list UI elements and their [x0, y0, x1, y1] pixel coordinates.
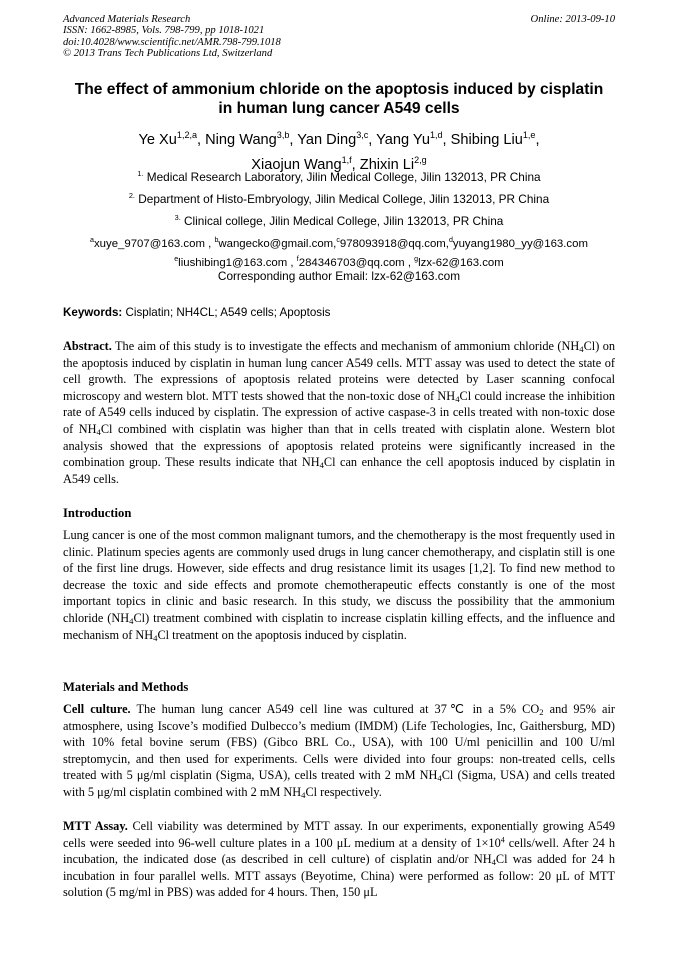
subscript: 4 [129, 616, 134, 627]
email-c: 978093918@qq.com, [339, 237, 449, 250]
email-e: liushibing1@163.com , [178, 257, 294, 270]
author-affiliation-sup: 2,g [414, 154, 427, 165]
author-name: Yang Yu [376, 131, 430, 148]
email-sup: b [214, 237, 219, 244]
subscript: 4 [153, 632, 158, 643]
abstract-text: Cl combined with cisplatin was higher than that in cells treated with cisplatin alone. Western blot analysis showed that the expressions of apoptosis related proteins were significantly increased in the combination group. These results indicate that NH [63, 421, 615, 470]
email-a: xuye_9707@163.com , [93, 237, 212, 250]
affiliation-number: 3. [174, 213, 181, 222]
email-sup: a [90, 237, 94, 244]
author-affiliation-sup: 3,c [356, 130, 369, 140]
email-b: wangecko@gmail.com, [218, 237, 337, 250]
email-d: yuyang1980_yy@163.com [452, 237, 588, 250]
email-f: 284346703@qq.com , [298, 257, 411, 270]
subscript: 4 [455, 393, 460, 404]
issn-line: ISSN: 1662-8985, Vols. 798-799, pp 1018-1021 [63, 25, 265, 37]
author-affiliation-sup: 1,e [522, 130, 536, 140]
email-sup: c [336, 237, 340, 244]
author-name: Xiaojun Wang [251, 156, 342, 173]
subscript: 4 [491, 857, 496, 868]
paper-title [40, 80, 638, 118]
email-sup: d [448, 237, 453, 244]
author-name: Zhixin Li [359, 156, 415, 173]
cell-culture-label: Cell culture. [63, 702, 131, 716]
mtt-assay-label: MTT Assay. [63, 819, 128, 833]
abstract-paragraph [63, 338, 615, 487]
subscript: 2 [539, 707, 544, 718]
methods-text: Cl was added for 24 h incubation in four parallel wells. MTT assays (Beyotime, China) were performed as follow: 20 μL of MTT solution (5 mg/ml in PBS) was added for 4 hours. Then, 150 μL [63, 852, 615, 900]
methods-text: The human lung cancer A549 cell line was cultured at 37℃ in a 5% CO [136, 702, 540, 716]
affiliation-text: Department of Histo-Embryology, Jilin Medical College, Jilin 132013, PR China [138, 191, 550, 206]
methods-text: and 95% air atmosphere, using Iscove’s modified Dulbecco’s medium (IMDM) (Life Techologies, Inc, Gaithersburg, MD) with 10% fetal bovine serum (FBS) (Gibco BRL Co., USA), with 100 U/ml penicillin and 100 U/ml streptomycin, and then used for experiments. Cells were divided into four groups: non-treated cells, cells treated with 5 μg/ml cisplatin (Sigma, USA), cells treated with 2 mM NH [63, 702, 615, 783]
introduction-paragraph [63, 527, 615, 643]
author-affiliation-sup: 1,f [341, 154, 352, 165]
author-affiliation-sup: 1,2,a [176, 130, 198, 140]
abstract-text: The aim of this study is to investigate the effects and mechanism of ammonium chloride (NH [115, 339, 580, 353]
affiliation-1 [40, 167, 638, 184]
affiliation-2 [40, 189, 638, 206]
methods-text: Cell viability was determined by MTT assay. In our experiments, exponentially growing A549 cells were seeded into 96-well culture plates in a 100 μL medium at a density of 1×10 [63, 819, 616, 850]
author-line-1: Ye Xu$^{1,2,a}$, Ning Wang$^{3,b}$, Yan Ding$^{3,c}$, Yang Yu$^{1,d}$, Shibing Liu$^{1,e}$, [138, 130, 540, 148]
corresponding-author: Corresponding author Email: lzx-62@163.com [217, 269, 461, 283]
introduction-text: Cl) treatment combined with cisplatin to increase cisplatin killing effects, and the influence and mechanism of NH [63, 610, 615, 642]
author-emails [40, 233, 638, 272]
journal-name: Advanced Materials Research [63, 14, 191, 25]
author-name: Ye Xu [138, 131, 177, 148]
abstract-text: Cl can enhance the cell apoptosis induced by cisplatin in A549 cells. [63, 455, 615, 486]
subscript: 4 [301, 790, 306, 801]
abstract-text: Cl could increase the inhibition rate of A549 cells induced by cisplatin. The expression of active caspase-3 in cells treated with non-toxic dose of NH [63, 388, 615, 436]
introduction-text: Cl treatment on the apoptosis induced by cisplatin. [157, 627, 407, 642]
online-date: Online: 2013-09-10 [530, 14, 615, 25]
subscript: 4 [319, 460, 324, 471]
journal-header [63, 14, 615, 60]
abstract-label: Abstract. [63, 339, 112, 353]
title-line-2: in human lung cancer A549 cells [218, 100, 460, 117]
author-affiliation-sup: 1,d [429, 130, 443, 140]
author-name: Yan Ding [297, 131, 357, 148]
affiliation-number: 1. [137, 169, 144, 178]
abstract-text: Cl) on the apoptosis induced by cisplatin in human lung cancer A549 cells. MTT assay was used to detect the state of cell growth. The expressions of apoptosis related proteins were detected by Laser scanning confocal microscopy and western blot. MTT tests showed that the non-toxic dose of NH [63, 339, 616, 403]
cell-culture-paragraph [63, 701, 615, 801]
keywords-text: Cisplatin; NH4CL; A549 cells; Apoptosis [125, 306, 331, 319]
author-name: Ning Wang [205, 131, 277, 148]
affiliation-number: 2. [128, 191, 135, 200]
email-sup: g [414, 256, 419, 264]
subscript: 4 [96, 427, 101, 438]
methods-text: cells/well. After 24 h incubation, the indicated dose (as described in cell culture) of cisplatin and/or NH [63, 835, 615, 867]
keywords-label: Keywords: [63, 306, 123, 319]
methods-heading: Materials and Methods [63, 680, 189, 694]
affiliation-text: Medical Research Laboratory, Jilin Medical College, Jilin 132013, PR China [146, 169, 541, 184]
author-line-2: Xiaojun Wang$^{1,f}$, Zhixin Li$^{2,g}$ [251, 154, 427, 173]
methods-text: Cl (Sigma, USA) and cells treated with 5 μg/ml cisplatin combined with 2 mM NH [63, 768, 615, 799]
copyright-line: © 2013 Trans Tech Publications Ltd, Switzerland [63, 48, 273, 60]
author-affiliation-sup: 3,b [276, 130, 290, 140]
email-line-1 [40, 233, 638, 252]
keywords [63, 306, 615, 319]
title-line-1: The effect of ammonium chloride on the apoptosis induced by cisplatin [74, 81, 604, 98]
introduction-text: Lung cancer is one of the most common malignant tumors, and the chemotherapy is the most frequently used in clinic. Platinum species agents are commonly used drugs in lung cancer chemotherapy, and cisplatin still is one of the first line drugs. However, side effects and drug resistance limit its usages [1,2]. To find new method to decrease the toxic and side effects and promote chemotherapeutic effects constantly is one of the most important topics in clinic and basic research. In this study, we discuss the possibility that the ammonium chloride (NH [63, 528, 615, 625]
superscript: 4 [500, 835, 505, 845]
subscript: 4 [579, 344, 584, 355]
email-g: lzx-62@163.com [418, 257, 504, 270]
affiliation-3 [40, 211, 638, 228]
doi-line: doi:10.4028/www.scientific.net/AMR.798-799.1018 [63, 36, 281, 48]
email-sup: e [174, 256, 179, 264]
author-name: Shibing Liu [450, 131, 523, 148]
methods-text: Cl respectively. [305, 784, 382, 799]
introduction-heading: Introduction [63, 506, 132, 520]
mtt-assay-paragraph [63, 818, 615, 901]
subscript: 4 [437, 773, 442, 784]
affiliation-text: Clinical college, Jilin Medical College, Jilin 132013, PR China [184, 213, 504, 228]
email-sup: f [296, 256, 299, 264]
